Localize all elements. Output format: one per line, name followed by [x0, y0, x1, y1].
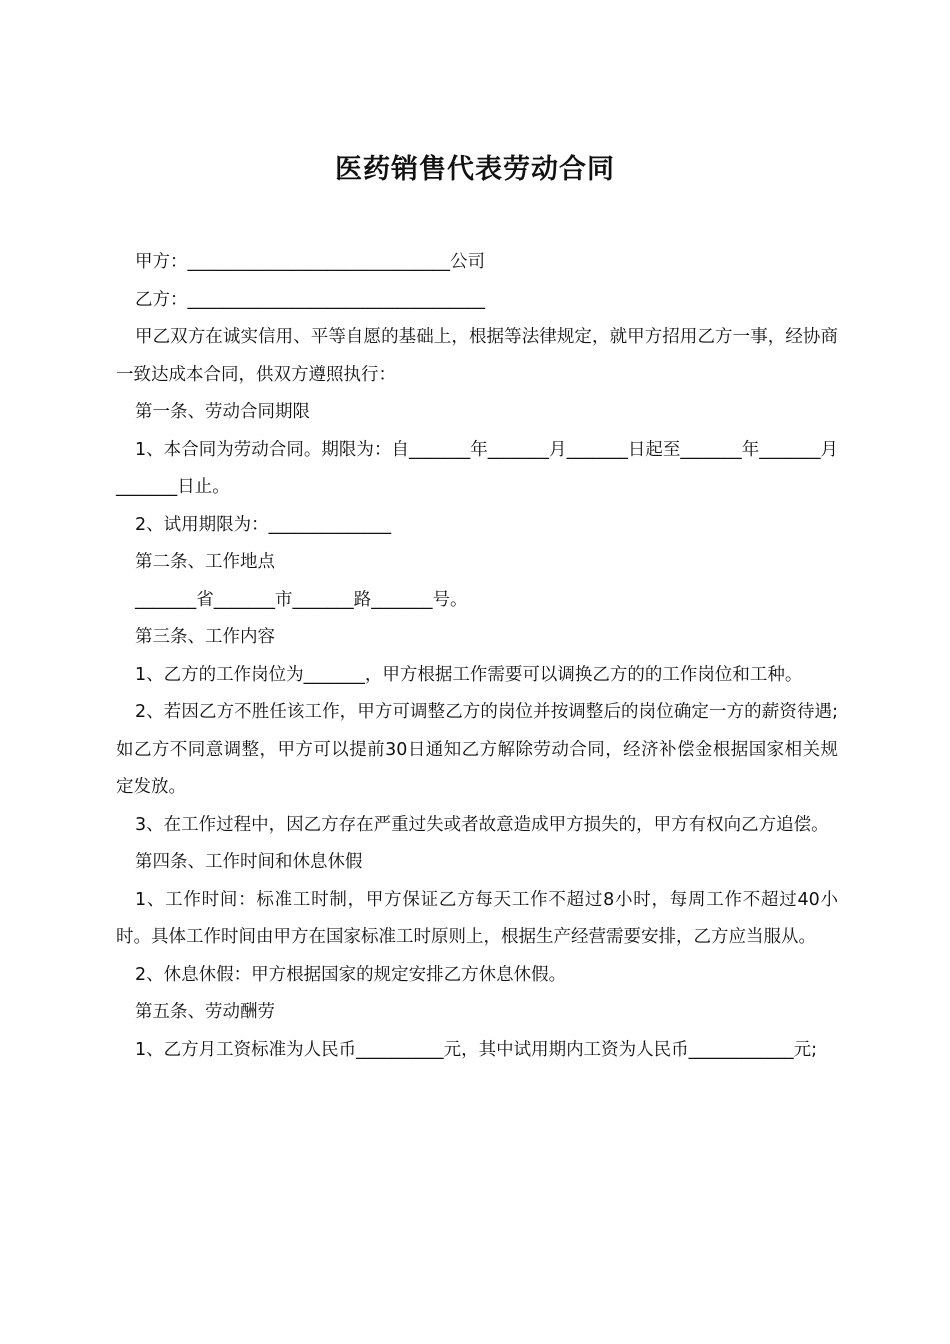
article-5-clause-1: 1、乙方月工资标准为人民币__________元，其中试用期内工资为人民币____________元;: [135, 1039, 818, 1060]
article-3-clause-1: 1、乙方的工作岗位为_______，甲方根据工作需要可以调换乙方的的工作岗位和工种。: [135, 664, 803, 685]
contract-body: [116, 244, 838, 1069]
party-b-line: 乙方：__________________________________: [135, 289, 485, 310]
article-2-address-line: _______省_______市_______路_______号。: [135, 589, 468, 610]
article-3-heading: 第三条、工作内容: [135, 627, 275, 647]
article-1-heading: 第一条、劳动合同期限: [135, 402, 310, 422]
document-title: 医药销售代表劳动合同: [335, 154, 615, 186]
article-4-clause-1: 1、工作时间：标准工时制，甲方保证乙方每天工作不超过8小时，每周工作不超过40小时。具体工作时间由甲方在国家标准工时原则上，根据生产经营需要安排，乙方应当服从。: [116, 889, 838, 947]
article-5-heading: 第五条、劳动酬劳: [135, 1002, 275, 1022]
article-4-clause-2: 2、休息休假：甲方根据国家的规定安排乙方休息休假。: [135, 964, 567, 985]
article-2-heading: 第二条、工作地点: [135, 552, 275, 572]
party-a-line: 甲方：______________________________公司: [135, 252, 485, 272]
preamble-paragraph: 甲乙双方在诚实信用、平等自愿的基础上，根据等法律规定，就甲方招用乙方一事，经协商一致达成本合同，供双方遵照执行：: [116, 327, 838, 385]
article-3-clause-2: 2、若因乙方不胜任该工作，甲方可调整乙方的岗位并按调整后的岗位确定一方的薪资待遇;如乙方不同意调整，甲方可以提前30日通知乙方解除劳动合同，经济补偿金根据国家相关规定发放。: [116, 702, 838, 797]
article-4-heading: 第四条、工作时间和休息休假: [135, 852, 363, 872]
article-1-clause-2: 2、试用期限为：______________: [135, 514, 392, 535]
article-1-clause-1: 1、本合同为劳动合同。期限为：自_______年_______月_______日起至_______年_______月_______日止。: [116, 439, 838, 497]
article-3-clause-3: 3、在工作过程中，因乙方存在严重过失或者故意造成甲方损失的，甲方有权向乙方追偿。: [135, 814, 829, 835]
